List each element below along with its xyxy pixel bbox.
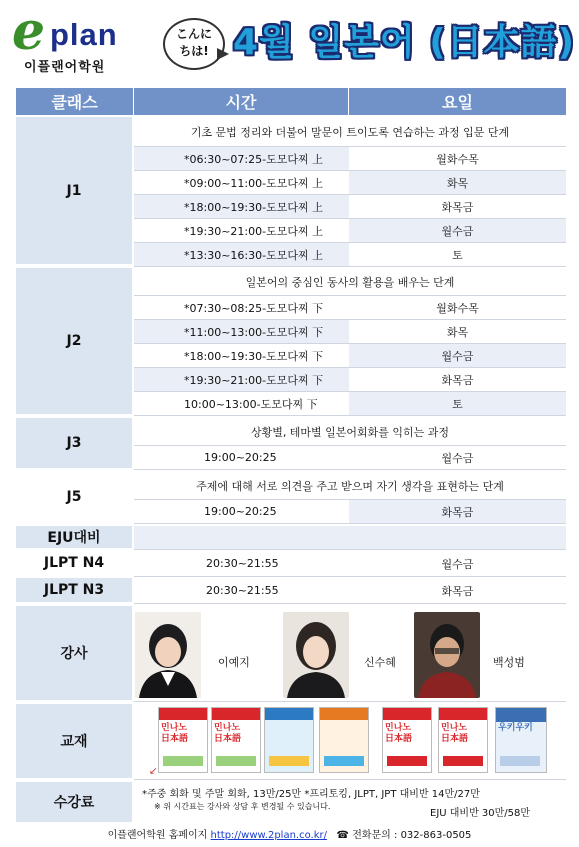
class-j5: J5	[16, 472, 134, 524]
cover-title: 민나노 日本語	[385, 723, 413, 744]
cover-stripe	[443, 756, 483, 766]
cover-band	[159, 708, 207, 720]
cover-stripe	[500, 756, 540, 766]
header-days: 요일	[349, 88, 566, 115]
fees-label: 수강료	[16, 782, 134, 824]
textbook-cover-7	[495, 707, 547, 773]
page-header	[0, 0, 579, 84]
textbook-cover-3	[264, 707, 314, 773]
j2-description: 일본어의 중심인 동사의 활용을 배우는 단계	[134, 268, 566, 296]
textbook-cover-4	[319, 707, 369, 773]
teacher-name-1: 이예지	[218, 656, 250, 669]
j3-description: 상황별, 테마별 일본어회화를 익히는 과정	[134, 418, 566, 446]
eju-days	[349, 526, 566, 550]
j1-days-3: 화목금	[349, 195, 566, 219]
n4-time: 20:30~21:55	[134, 551, 349, 577]
bubble-line-1: こんに	[175, 27, 212, 41]
teachers-label: 강사	[16, 606, 134, 702]
j1-days-2: 화목	[349, 171, 566, 195]
j1-days-4: 월수금	[349, 219, 566, 243]
fee-line-1: *주중 회화 및 주말 회화, 13만/25만 *프리토킹, JLPT, JPT 대비반 14만/27만	[142, 789, 480, 800]
teacher-photo-1	[135, 612, 201, 698]
class-eju: EJU대비	[16, 526, 134, 550]
header-class: 클래스	[16, 88, 134, 115]
logo-e-glyph: e	[12, 1, 46, 62]
cover-band	[212, 708, 260, 720]
cover-stripe	[387, 756, 427, 766]
j1-description: 기초 문법 정리와 더불어 말문이 트이도록 연습하는 과정 입문 단계	[134, 117, 566, 147]
fee-line-3: EJU 대비반 30만/58만	[430, 808, 531, 819]
cover-title: 민나노 日本語	[441, 723, 469, 744]
j1-time-3: *18:00~19:30-도모다찌 上	[134, 195, 349, 219]
cover-stripe	[324, 756, 364, 766]
j2-time-5: 10:00~13:00-도모다찌 下	[134, 392, 349, 416]
textbook-cover-5	[382, 707, 432, 773]
teacher-photo-2	[283, 612, 349, 698]
cover-band	[439, 708, 487, 720]
j1-time-4: *19:30~21:00-도모다찌 上	[134, 219, 349, 243]
j3-days-1: 월수금	[349, 446, 566, 470]
class-j2: J2	[16, 268, 134, 416]
bubble-line-2: ちは!	[179, 44, 209, 58]
j1-time-1: *06:30~07:25-도모다찌 上	[134, 147, 349, 171]
j2-days-1: 월화수목	[349, 296, 566, 320]
j5-description: 주제에 대해 서로 의견을 주고 받으며 자기 생각을 표현하는 단계	[134, 472, 566, 500]
j2-days-3: 월수금	[349, 344, 566, 368]
greeting-bubble	[163, 18, 225, 70]
arrow-icon: ↙	[149, 766, 158, 777]
class-jlpt-n3: JLPT N3	[16, 578, 134, 604]
logo-subtitle: 이플랜어학원	[24, 60, 106, 75]
cover-title: 민나노 日本語	[214, 723, 242, 744]
page-footer	[0, 826, 579, 841]
header-time: 시간	[134, 88, 349, 115]
j2-days-5: 토	[349, 392, 566, 416]
j2-time-3: *18:00~19:30-도모다찌 下	[134, 344, 349, 368]
logo-plan-text: plan	[50, 17, 118, 52]
n3-time: 20:30~21:55	[134, 578, 349, 604]
cover-band	[383, 708, 431, 720]
homepage-link[interactable]: http://www.2plan.co.kr/	[210, 830, 327, 841]
j2-days-4: 화목금	[349, 368, 566, 392]
j2-time-4: *19:30~21:00-도모다찌 下	[134, 368, 349, 392]
class-j1: J1	[16, 117, 134, 266]
phone-icon: ☎	[336, 830, 350, 841]
footer-phone: 전화문의 : 032-863-0505	[352, 830, 472, 841]
cover-stripe	[269, 756, 309, 766]
eplan-logo	[10, 1, 150, 76]
j3-time-1: 19:00~20:25	[134, 446, 349, 470]
n4-days: 월수금	[349, 551, 566, 577]
n3-days: 화목금	[349, 578, 566, 604]
j2-time-1: *07:30~08:25-도모다찌 下	[134, 296, 349, 320]
class-jlpt-n4: JLPT N4	[16, 551, 134, 577]
cover-stripe	[163, 756, 203, 766]
textbook-cover-2	[211, 707, 261, 773]
fee-line-2: ※ 위 시간표는 강사와 상담 후 변경될 수 있습니다.	[154, 802, 331, 811]
j2-days-2: 화목	[349, 320, 566, 344]
cover-band	[320, 708, 368, 720]
bubble-tail	[217, 48, 229, 60]
j5-time-1: 19:00~20:25	[134, 500, 349, 524]
cover-band	[496, 708, 546, 722]
teacher-photo-3	[414, 612, 480, 698]
class-j3: J3	[16, 418, 134, 470]
j2-time-2: *11:00~13:00-도모다찌 下	[134, 320, 349, 344]
teacher-name-2: 신수혜	[364, 656, 396, 669]
textbooks-label: 교재	[16, 704, 134, 780]
cover-stripe	[216, 756, 256, 766]
j1-days-5: 토	[349, 243, 566, 267]
footer-academy: 이플랜어학원 홈페이지	[107, 830, 208, 841]
teacher-name-3: 백성범	[493, 656, 525, 669]
textbook-cover-1	[158, 707, 208, 773]
j1-days-1: 월화수목	[349, 147, 566, 171]
cover-title: 우키우키	[498, 723, 533, 733]
eju-time	[134, 526, 349, 550]
textbook-cover-6	[438, 707, 488, 773]
cover-title: 민나노 日本語	[161, 723, 189, 744]
j1-time-5: *13:30~16:30-도모다찌 上	[134, 243, 349, 267]
cover-band	[265, 708, 313, 720]
page-title: 4월 일본어 (日本語)	[233, 22, 576, 63]
j5-days-1: 화목금	[349, 500, 566, 524]
j1-time-2: *09:00~11:00-도모다찌 上	[134, 171, 349, 195]
